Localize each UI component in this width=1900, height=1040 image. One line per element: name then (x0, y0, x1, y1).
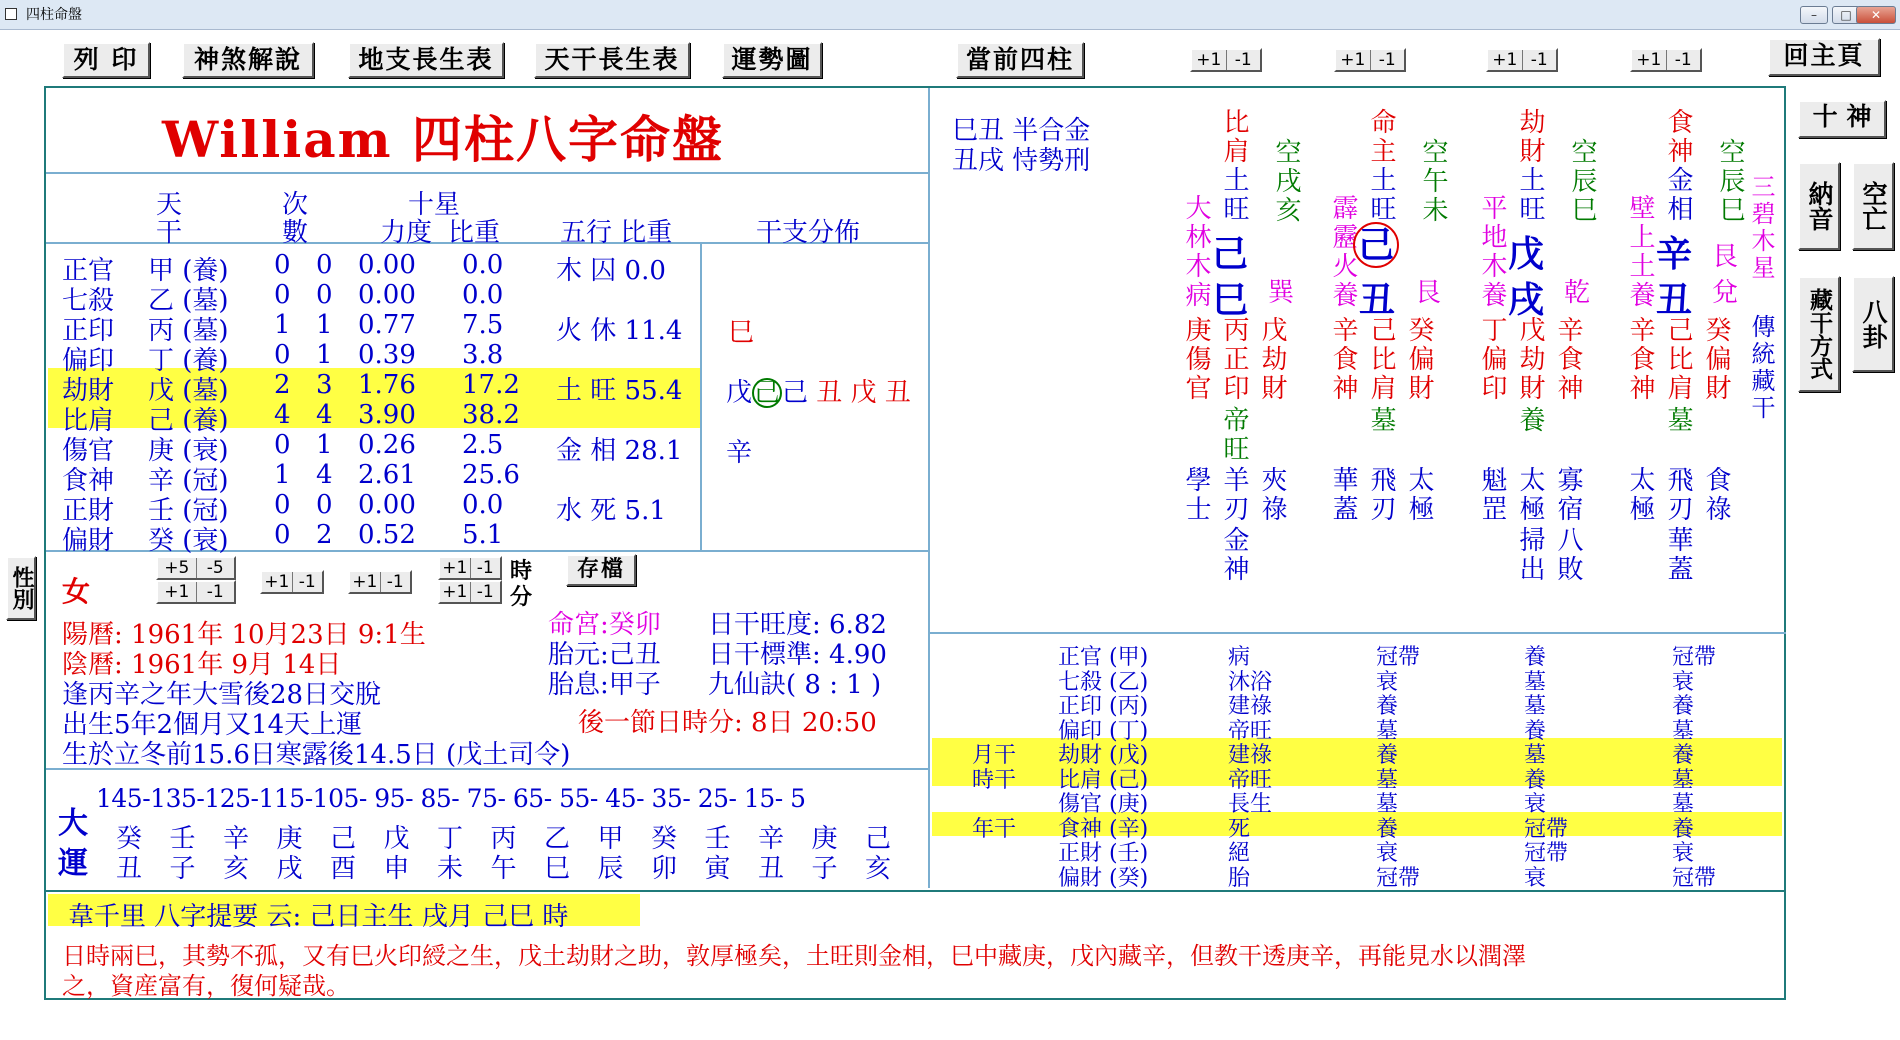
chang-value: 養 (1376, 694, 1399, 719)
chang-label: 年干 (972, 816, 1017, 842)
header-tian: 天 (156, 190, 183, 220)
pillar-stem: 辛 (1656, 233, 1693, 275)
minggong: 命宮:癸卯 (548, 610, 661, 640)
dayun-stem: 壬 (704, 824, 731, 854)
pillar-canggan: 辛食神 (1625, 316, 1655, 403)
star-stem: 辛 (冠) (148, 466, 229, 496)
star-count1: 1 (274, 460, 291, 490)
star-name: 正印 (62, 316, 115, 346)
pillar-shensha: 食祿 (1701, 466, 1731, 524)
minus1-button[interactable]: -1 (1530, 50, 1548, 70)
star-bizhong: 25.6 (462, 460, 520, 490)
chang-value: 死 (1228, 816, 1251, 842)
pillar-canggan: 庚傷官 (1181, 316, 1211, 403)
chang-value: 墓 (1524, 694, 1547, 719)
quote-line2: 之，資産富有，復何疑哉。 (62, 972, 350, 1000)
minus1-button[interactable]: -1 (1378, 50, 1396, 70)
star-bizhong: 7.5 (462, 310, 504, 340)
pillar-canggan: 丁偏印 (1477, 316, 1507, 403)
sanbi-star: 三碧木星 (1747, 174, 1775, 282)
star-count2: 1 (316, 310, 333, 340)
star-count1: 0 (274, 280, 291, 310)
chang-value: 養 (1672, 743, 1695, 768)
pillar-shensha: 學士 (1181, 466, 1211, 524)
star-lidu: 1.76 (358, 370, 416, 400)
minus1-button[interactable]: -1 (1674, 50, 1692, 70)
page-title: William 四柱八字命盤 (162, 110, 724, 169)
biaozhun: 日干標準: 4.90 (708, 640, 887, 670)
dist-si: 巳 (728, 318, 755, 348)
pillar-stem (1353, 222, 1399, 268)
dayun-branch: 卯 (651, 854, 678, 884)
pillar4-stepper[interactable] (1630, 48, 1702, 72)
chang-name: 正財 (壬) (1058, 841, 1149, 866)
pillar-wangxiang: 土旺 (1219, 166, 1249, 224)
star-name: 食神 (62, 466, 115, 496)
plus1-button[interactable]: +1 (1192, 50, 1227, 70)
pillar-stem: 己 (1212, 233, 1249, 275)
pillar-branch: 丑 (1359, 279, 1396, 321)
save-button[interactable]: 存檔 (566, 554, 636, 586)
pillar-nayin: 平地木養 (1477, 194, 1507, 310)
minus1-button[interactable]: -1 (386, 572, 404, 592)
dayun-branch: 未 (437, 854, 464, 884)
star-bizhong: 0.0 (462, 490, 504, 520)
dist-row: 戊己己 丑 戊 丑 (726, 378, 911, 408)
dayun-stem: 丙 (490, 824, 517, 854)
chang-value: 建祿 (1228, 694, 1273, 719)
pillar-kongwang: 空午未 (1418, 138, 1448, 225)
header-shixing: 十星 (408, 190, 461, 220)
pillar-changsheng: 墓 (1366, 406, 1396, 435)
chang-value: 病 (1228, 645, 1251, 670)
chang-value: 養 (1524, 645, 1547, 670)
star-lidu: 0.00 (358, 250, 416, 280)
chang-value: 衰 (1524, 865, 1547, 891)
star-count1: 0 (274, 490, 291, 520)
chang-value: 冠帶 (1376, 645, 1421, 670)
pillar-branch: 戌 (1508, 279, 1545, 321)
pillar-canggan: 丙正印 (1219, 316, 1249, 403)
chang-value: 養 (1524, 718, 1547, 744)
pillar-branch: 丑 (1656, 279, 1693, 321)
chang-value: 養 (1672, 694, 1695, 719)
chang-value: 冠帶 (1672, 645, 1717, 670)
pillar-gua: 艮 (1415, 278, 1442, 308)
year-stepper-1[interactable] (156, 580, 236, 604)
day-stepper[interactable] (348, 570, 412, 594)
star-count2: 0 (316, 490, 333, 520)
star-count2: 0 (316, 250, 333, 280)
star-lidu: 2.61 (358, 460, 416, 490)
chang-value: 冠帶 (1672, 865, 1717, 891)
pillar-nayin: 霹靂火養 (1328, 194, 1358, 310)
dayun-stem: 甲 (597, 824, 624, 854)
jieqi-time: 後一節日時分: 8日 20:50 (578, 708, 877, 738)
dayun-branch: 亥 (865, 854, 892, 884)
dayun-stem: 癸 (116, 824, 143, 854)
siling-text: 生於立冬前15.6日寒露後14.5日 (戊土司令) (62, 740, 571, 770)
star-lidu: 0.77 (358, 310, 416, 340)
dayun-branch: 酉 (330, 854, 357, 884)
pillar1-stepper[interactable] (1190, 48, 1262, 72)
pillar-shensha: 魁罡 (1477, 466, 1507, 524)
lunar-date: 陰曆: 1961年 9月 14日 (62, 650, 342, 680)
plus1-button[interactable]: +1 (440, 582, 471, 602)
dayun-label-1: 大 (58, 806, 88, 841)
bagua-button[interactable]: 八卦 (1852, 276, 1894, 372)
pillar-nayin: 大林木病 (1181, 194, 1211, 310)
plus1-button[interactable]: +1 (350, 572, 381, 592)
nayin-button[interactable]: 納音 (1798, 162, 1840, 250)
pillar-kongwang: 空辰巳 (1715, 138, 1745, 225)
header-shu: 數 (282, 218, 309, 248)
chang-value: 養 (1376, 816, 1399, 842)
minimize-button[interactable]: – (1800, 6, 1828, 24)
pillar-nayin: 壁上土養 (1625, 194, 1655, 310)
pillar-canggan: 己比肩 (1366, 316, 1396, 403)
chang-value: 冠帶 (1524, 841, 1569, 866)
pillar-gua2: 艮 (1712, 242, 1739, 272)
star-count1: 0 (274, 340, 291, 370)
pillar-stem: 戊 (1508, 233, 1545, 275)
pillar-wangxiang: 土旺 (1366, 166, 1396, 224)
app-icon (5, 8, 17, 20)
minute-stepper[interactable] (438, 580, 502, 604)
maximize-button[interactable]: □ (1832, 6, 1860, 24)
window-titlebar (0, 0, 1900, 30)
star-count2: 0 (316, 280, 333, 310)
dayun-branch: 丑 (116, 854, 143, 884)
star-stem: 己 (養) (148, 406, 229, 436)
chang-value: 養 (1672, 816, 1695, 842)
pillar-shensha: 金神 (1219, 526, 1249, 584)
star-count1: 4 (274, 400, 291, 430)
star-count2: 4 (316, 400, 333, 430)
plus1-button[interactable]: +1 (1488, 50, 1523, 70)
pillar-shensha: 夾祿 (1257, 466, 1287, 524)
star-count2: 1 (316, 430, 333, 460)
hour-stepper[interactable] (438, 556, 502, 580)
pillar-changsheng: 帝旺 (1219, 406, 1249, 464)
star-bizhong: 3.8 (462, 340, 504, 370)
plus1-button[interactable]: +1 (262, 572, 293, 592)
pillar-canggan: 癸偏財 (1404, 316, 1434, 403)
pillar-shensha: 太極 (1404, 466, 1434, 524)
star-count1: 0 (274, 430, 291, 460)
star-lidu: 0.39 (358, 340, 416, 370)
chang-name: 比肩 (己) (1058, 767, 1149, 793)
chang-name: 劫財 (戊) (1058, 743, 1149, 768)
gender-button[interactable]: 性別 (6, 556, 36, 620)
star-name: 正官 (62, 256, 115, 286)
chang-value: 絕 (1228, 841, 1251, 866)
star-bizhong: 5.1 (462, 520, 504, 550)
tiangan-button[interactable]: 天干長生表 (534, 42, 690, 78)
header-wuxing: 五行 比重 (560, 218, 673, 248)
star-count1: 1 (274, 310, 291, 340)
pillar-shishen: 劫財 (1515, 108, 1545, 166)
chang-value: 冠帶 (1524, 816, 1569, 842)
chang-value: 墓 (1376, 718, 1399, 744)
star-name: 劫財 (62, 376, 115, 406)
chang-value: 衰 (1672, 841, 1695, 866)
plus1-button[interactable]: +1 (440, 558, 471, 578)
quote-line1: 日時兩巳，其勢不孤，又有巳火印綬之生，戊土劫財之助，敦厚極矣，土旺則金相，巳中藏庚，戊內藏辛，但教干透庚辛，再能見水以潤澤 (62, 942, 1526, 970)
star-stem: 乙 (墓) (148, 286, 229, 316)
star-lidu: 0.00 (358, 490, 416, 520)
dist-xin: 辛 (726, 438, 753, 468)
pillar-shensha: 寡宿 (1553, 466, 1583, 524)
star-bizhong: 17.2 (462, 370, 520, 400)
yunshi-button[interactable]: 運勢圖 (722, 42, 822, 78)
dayun-stem: 庚 (276, 824, 303, 854)
chang-value: 墓 (1376, 767, 1399, 793)
pillar-canggan: 辛食神 (1328, 316, 1358, 403)
chang-value: 衰 (1524, 792, 1547, 817)
star-name: 七殺 (62, 286, 115, 316)
star-stem: 癸 (衰) (148, 526, 229, 556)
star-name: 偏印 (62, 346, 115, 376)
star-name: 傷官 (62, 436, 115, 466)
star-lidu: 0.00 (358, 280, 416, 310)
dayun-branch: 午 (490, 854, 517, 884)
pillar-gua: 巽 (1268, 278, 1295, 308)
chang-value: 衰 (1672, 669, 1695, 695)
shangyun-text: 出生5年2個月又14天上運 (62, 710, 363, 740)
dayun-stem: 己 (330, 824, 357, 854)
dayun-branch: 巳 (544, 854, 571, 884)
shishen-button[interactable]: 十 神 (1798, 100, 1886, 138)
chang-name: 偏財 (癸) (1058, 865, 1149, 891)
plus1-button[interactable]: +1 (158, 582, 197, 602)
pillar-shishen: 命主 (1366, 108, 1396, 166)
chang-value: 墓 (1376, 792, 1399, 817)
current-pillars-button[interactable]: 當前四柱 (956, 42, 1084, 78)
day-master-circle: 己 (1353, 222, 1399, 268)
plus1-button[interactable]: +1 (1632, 50, 1667, 70)
star-bizhong: 2.5 (462, 430, 504, 460)
star-name: 偏財 (62, 526, 115, 556)
star-lidu: 0.26 (358, 430, 416, 460)
pillar-changsheng: 養 (1515, 406, 1545, 435)
chang-label: 時干 (972, 767, 1017, 793)
chang-value: 帝旺 (1228, 718, 1273, 744)
pillar-kongwang: 空辰巳 (1567, 138, 1597, 225)
wuxing-fire: 火 休 11.4 (556, 316, 683, 346)
minus1-button[interactable]: -1 (298, 572, 316, 592)
star-name: 比肩 (62, 406, 115, 436)
star-bizhong: 0.0 (462, 280, 504, 310)
pillar-canggan: 己比肩 (1663, 316, 1693, 403)
pillar-canggan: 辛食神 (1553, 316, 1583, 403)
header-ci: 次 (282, 190, 309, 220)
pillar-shensha: 飛刃 (1663, 466, 1693, 524)
pillar-shensha: 華蓋 (1663, 526, 1693, 584)
chang-value: 墓 (1672, 767, 1695, 793)
pillar-canggan: 癸偏財 (1701, 316, 1731, 403)
jiuxian: 九仙訣( 8 : 1 ) (708, 670, 882, 700)
dayun-stem: 辛 (223, 824, 250, 854)
dayun-stem: 壬 (169, 824, 196, 854)
wuxing-metal: 金 相 28.1 (556, 436, 683, 466)
dayun-stem: 己 (865, 824, 892, 854)
dayun-stem: 丁 (437, 824, 464, 854)
dizhi-button[interactable]: 地支長生表 (348, 42, 504, 78)
header-lidu: 力度 (380, 218, 433, 248)
chang-value: 帝旺 (1228, 767, 1273, 793)
pillar3-stepper[interactable] (1486, 48, 1558, 72)
pillar-shensha: 八敗 (1553, 526, 1583, 584)
chang-value: 養 (1376, 743, 1399, 768)
close-button[interactable]: ✕ (1856, 6, 1896, 24)
dayun-branch: 寅 (704, 854, 731, 884)
taixi: 胎息:甲子 (548, 670, 661, 700)
chang-name: 傷官 (庚) (1058, 792, 1149, 817)
chang-name: 食神 (辛) (1058, 816, 1149, 842)
chang-value: 衰 (1376, 841, 1399, 866)
chang-value: 墓 (1524, 743, 1547, 768)
star-name: 正財 (62, 496, 115, 526)
minus1-button[interactable]: -1 (206, 582, 224, 602)
relation-2: 丑戌 恃勢刑 (952, 146, 1091, 176)
header-fenbu: 干支分佈 (756, 218, 861, 248)
pillar-shensha: 太極 (1515, 466, 1545, 524)
star-lidu: 0.52 (358, 520, 416, 550)
window-title: 四柱命盤 (26, 7, 82, 23)
home-button[interactable]: 回主頁 (1768, 38, 1880, 76)
chang-value: 墓 (1524, 669, 1547, 695)
chang-value: 沐浴 (1228, 669, 1273, 695)
year-stepper-5[interactable] (156, 556, 236, 580)
taiyuan: 胎元:己丑 (548, 640, 661, 670)
chang-name: 偏印 (丁) (1058, 718, 1149, 744)
minus5-button[interactable]: -5 (206, 558, 224, 578)
star-stem: 壬 (冠) (148, 496, 229, 526)
pillar-gua: 兌 (1712, 278, 1739, 308)
dayun-branch: 辰 (597, 854, 624, 884)
kongwang-button[interactable]: 空亡 (1852, 162, 1894, 250)
star-count2: 3 (316, 370, 333, 400)
header-bizhong: 比重 (448, 218, 501, 248)
pillar-kongwang: 空戌亥 (1271, 138, 1301, 225)
dayun-stem: 乙 (544, 824, 571, 854)
star-count2: 2 (316, 520, 333, 550)
star-count1: 2 (274, 370, 291, 400)
solar-date: 陽曆: 1961年 10月23日 9:1生 (62, 620, 426, 650)
pillar-shensha: 飛刃 (1366, 466, 1396, 524)
star-stem: 甲 (養) (148, 256, 229, 286)
pillar-shensha: 羊刃 (1219, 466, 1249, 524)
dayun-branch: 子 (811, 854, 838, 884)
minus1-button[interactable]: -1 (1234, 50, 1252, 70)
dayun-branch: 亥 (223, 854, 250, 884)
dayun-stem: 戊 (383, 824, 410, 854)
pillar-canggan: 戊劫財 (1515, 316, 1545, 403)
pillar-shishen: 比肩 (1219, 108, 1249, 166)
quote-title: 韋千里 八字提要 云: 己日主生 戌月 己巳 時 (68, 902, 569, 932)
pillar-shensha: 太極 (1625, 466, 1655, 524)
dayun-stem: 庚 (811, 824, 838, 854)
star-stem: 戊 (墓) (148, 376, 229, 406)
star-bizhong: 38.2 (462, 400, 520, 430)
chang-value: 長生 (1228, 792, 1273, 817)
star-count2: 1 (316, 340, 333, 370)
star-bizhong: 0.0 (462, 250, 504, 280)
header-gan: 干 (156, 218, 183, 248)
chang-value: 胎 (1228, 865, 1251, 891)
star-count1: 0 (274, 250, 291, 280)
chang-name: 七殺 (乙) (1058, 669, 1149, 695)
relation-1: 巳丑 半合金 (952, 116, 1091, 146)
minus1-button[interactable]: -1 (476, 558, 494, 578)
star-stem: 庚 (衰) (148, 436, 229, 466)
pillar-gua: 乾 (1564, 278, 1591, 308)
plus5-button[interactable]: +5 (158, 558, 197, 578)
plus1-button[interactable]: +1 (1336, 50, 1371, 70)
pillar-canggan: 戊劫財 (1257, 316, 1287, 403)
wuxing-wood: 木 囚 0.0 (556, 256, 666, 286)
canggan-button[interactable]: 藏干方式 (1798, 276, 1840, 392)
star-stem: 丙 (墓) (148, 316, 229, 346)
month-stepper[interactable] (260, 570, 324, 594)
minus1-button[interactable]: -1 (476, 582, 494, 602)
pillar-wangxiang: 土旺 (1515, 166, 1545, 224)
dayun-label-2: 運 (58, 846, 88, 881)
chang-value: 養 (1524, 767, 1547, 793)
dayun-stem: 辛 (758, 824, 785, 854)
pillar-branch: 巳 (1212, 279, 1249, 321)
chang-name: 正印 (丙) (1058, 694, 1149, 719)
pillar-changsheng: 墓 (1663, 406, 1693, 435)
shensha-button[interactable]: 神煞解說 (182, 42, 314, 78)
pillar-shensha: 掃出 (1515, 526, 1545, 584)
pillar-shishen: 食神 (1663, 108, 1693, 166)
jiaotuo-text: 逢丙辛之年大雪後28日交脫 (62, 680, 382, 710)
chang-label: 月干 (972, 743, 1017, 768)
shi-label: 時 (510, 558, 533, 584)
fen-label: 分 (510, 584, 533, 610)
star-stem: 丁 (養) (148, 346, 229, 376)
star-count1: 0 (274, 520, 291, 550)
star-count2: 4 (316, 460, 333, 490)
pillar2-stepper[interactable] (1334, 48, 1406, 72)
dayun-stem: 癸 (651, 824, 678, 854)
dayun-ages: 145-135-125-115-105- 95- 85- 75- 65- 55- 45- 35- 25- 15- 5 (96, 784, 806, 813)
chang-value: 衰 (1376, 669, 1399, 695)
dayun-branch: 丑 (758, 854, 785, 884)
dayun-branch: 申 (383, 854, 410, 884)
pillar-wangxiang: 金相 (1663, 166, 1693, 224)
gender-label: 女 (62, 575, 91, 608)
chuantong-canggan: 傳統藏干 (1747, 314, 1775, 422)
dayun-branch: 子 (169, 854, 196, 884)
chang-value: 墓 (1672, 718, 1695, 744)
wangdu: 日干旺度: 6.82 (708, 610, 887, 640)
chang-value: 冠帶 (1376, 865, 1421, 891)
pillar-shensha: 華蓋 (1328, 466, 1358, 524)
chang-value: 墓 (1672, 792, 1695, 817)
wuxing-earth: 土 旺 55.4 (556, 376, 683, 406)
print-button[interactable]: 列 印 (62, 42, 150, 78)
dayun-branch: 戌 (276, 854, 303, 884)
chang-value: 建祿 (1228, 743, 1273, 768)
wuxing-water: 水 死 5.1 (556, 496, 666, 526)
star-lidu: 3.90 (358, 400, 416, 430)
chang-name: 正官 (甲) (1058, 645, 1149, 670)
